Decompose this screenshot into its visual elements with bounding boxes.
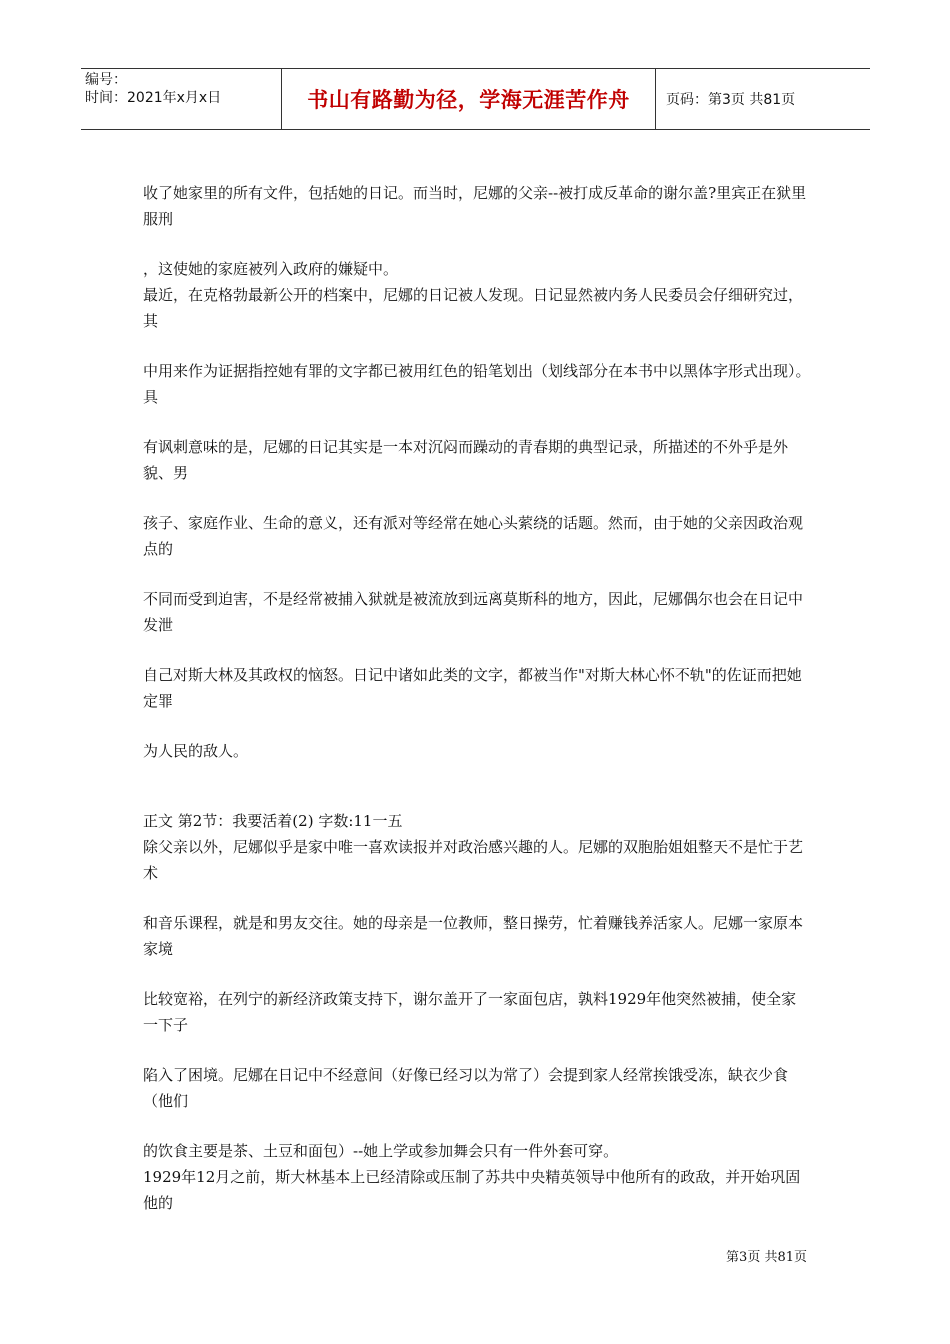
- page-header: [81, 68, 870, 130]
- paragraph: 除父亲以外，尼娜似乎是家中唯一喜欢读报并对政治感兴趣的人。尼娜的双胞胎姐姐整天不是忙于艺术: [143, 838, 804, 882]
- document-date-label: 时间：2021年x月x日: [85, 90, 222, 106]
- paragraph: 陷入了困境。尼娜在日记中不经意间（好像已经习以为常了）会提到家人经常挨饿受冻，缺衣少食（他们: [143, 1066, 789, 1110]
- header-motto: 书山有路勤为径，学海无涯苦作舟: [281, 69, 656, 129]
- paragraph: 为人民的敌人。: [143, 742, 249, 760]
- page-footer: 第3页 共81页: [726, 1250, 807, 1265]
- section-heading: 正文 第2节：我要活着(2) 字数:11一五: [143, 812, 403, 830]
- paragraph: ，这使她的家庭被列入政府的嫌疑中。: [143, 260, 399, 278]
- header-info-cell: [81, 69, 281, 129]
- paragraph: 收了她家里的所有文件，包括她的日记。而当时，尼娜的父亲--被打成反革命的谢尔盖?里宾正在狱里服刑: [143, 184, 807, 228]
- paragraph: 不同而受到迫害，不是经常被捕入狱就是被流放到远离莫斯科的地方，因此，尼娜偶尔也会在日记中发泄: [143, 590, 804, 634]
- document-body: [143, 180, 811, 1216]
- document-number-label: 编号：: [85, 72, 127, 88]
- paragraph: 自己对斯大林及其政权的恼怒。日记中诸如此类的文字，都被当作"对斯大林心怀不轨"的佐证而把她定罪: [143, 666, 802, 710]
- header-page-number: 页码：第3页 共81页: [666, 92, 796, 108]
- paragraph: 孩子、家庭作业、生命的意义，还有派对等经常在她心头萦绕的话题。然而，由于她的父亲因政治观点的: [143, 514, 804, 558]
- paragraph: 最近，在克格勃最新公开的档案中，尼娜的日记被人发现。日记显然被内务人民委员会仔细研究过，其: [143, 286, 804, 330]
- paragraph: 的饮食主要是茶、土豆和面包）--她上学或参加舞会只有一件外套可穿。: [143, 1142, 619, 1160]
- paragraph: 中用来作为证据指控她有罪的文字都已被用红色的铅笔划出（划线部分在本书中以黑体字形式出现）。具: [143, 362, 811, 406]
- paragraph: 有讽刺意味的是，尼娜的日记其实是一本对沉闷而躁动的青春期的典型记录，所描述的不外乎是外貌、男: [143, 438, 789, 482]
- paragraph: 比较宽裕，在列宁的新经济政策支持下，谢尔盖开了一家面包店，孰料1929年他突然被捕，使全家一下子: [143, 990, 797, 1034]
- paragraph: 1929年12月之前，斯大林基本上已经清除或压制了苏共中央精英领导中他所有的政敌，并开始巩固他的: [143, 1168, 801, 1212]
- paragraph: 和音乐课程，就是和男友交往。她的母亲是一位教师，整日操劳，忙着赚钱养活家人。尼娜一家原本家境: [143, 914, 804, 958]
